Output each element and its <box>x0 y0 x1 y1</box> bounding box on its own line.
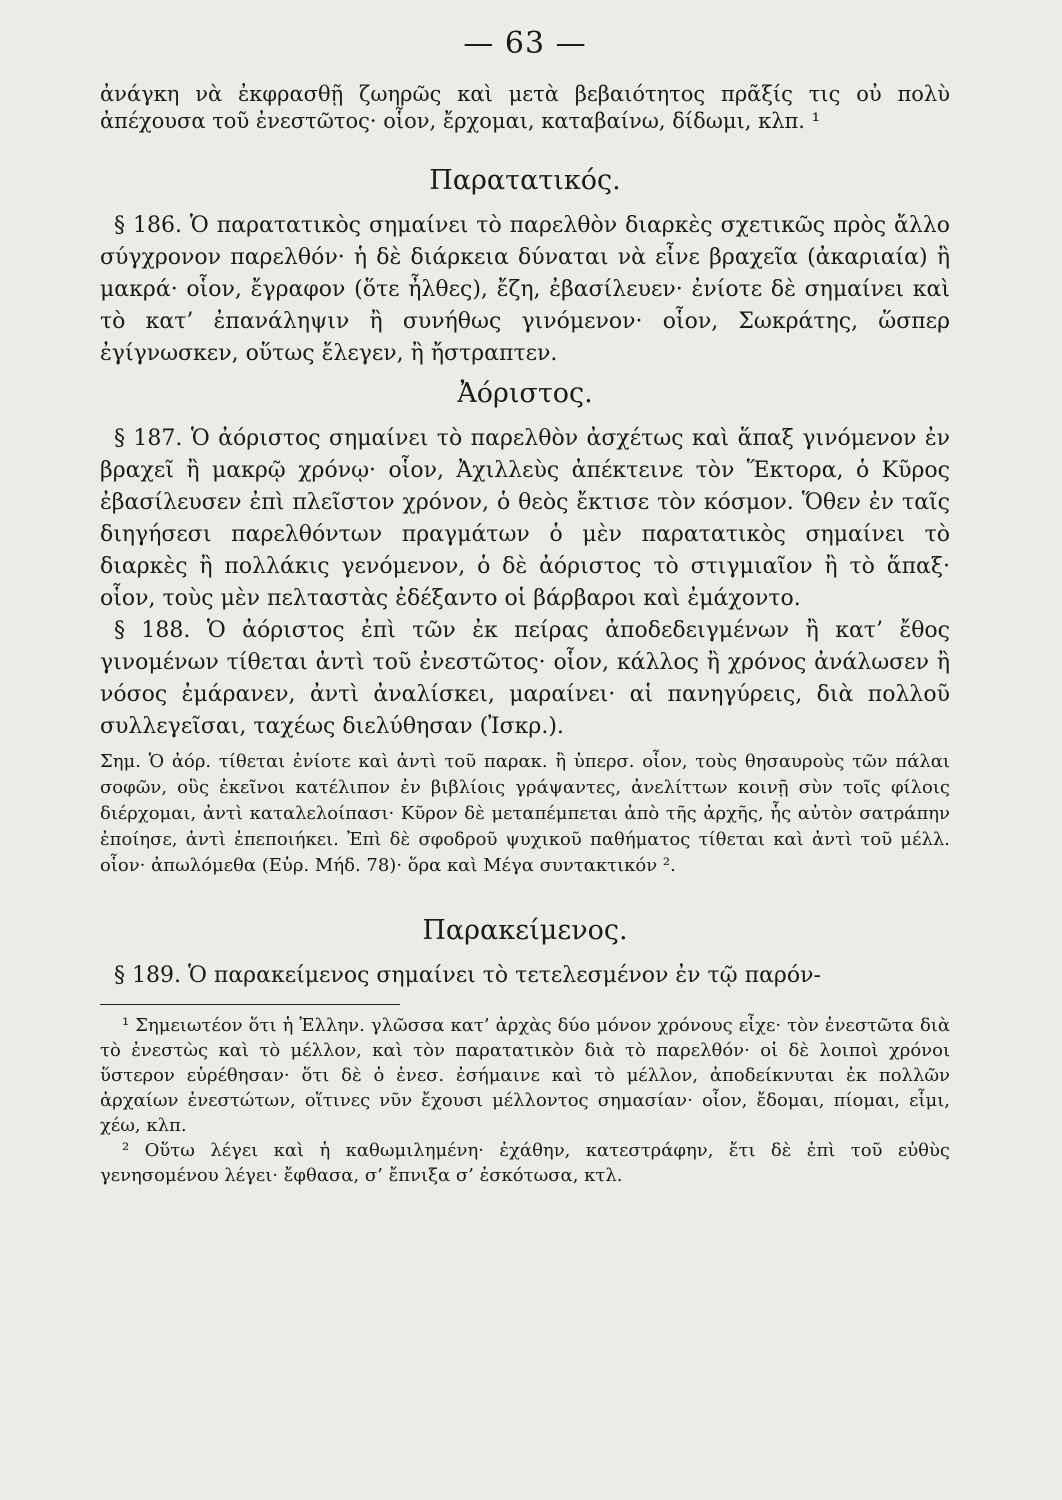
page-number: — 63 — <box>463 26 587 61</box>
footnote-1: ¹ Σημειωτέον ὅτι ἡ Ἑλλην. γλῶσσα κατ’ ἀρχὰς δύο μόνον χρόνους εἶχε· τὸν ἐνεστῶτα διὰ τὸ ἐνεστὼς καὶ τὸ μέλλον, καὶ τὸν παρατατικὸν διὰ τὸ παρελθόν· οἱ δὲ λοιποὶ χρόνοι ὕστερον εὑρέθησαν· ὅτι δὲ ὁ ἐνεσ. ἐσήμαινε καὶ τὸ μέλλον, ἀποδείκνυται ἐκ πολλῶν ἀρχαίων ἐνεστώτων, οἵτινες νῦν ἔχουσι μέλλοντος σημασίαν· οἷον, ἔδομαι, πίομαι, εἶμι, χέω, κλπ. <box>100 1015 950 1136</box>
footnote-2: ² Οὕτω λέγει καὶ ἡ καθωμιλημένη· ἐχάθην, κατεστράφην, ἔτι δὲ ἐπὶ τοῦ εὐθὺς γενησομένου λέγει· ἔφθασα, σ’ ἔπνιξα σ’ ἐσκότωσα, κτλ. <box>100 1140 950 1186</box>
heading-parakeimenos: Παρακείμενος. <box>422 915 628 946</box>
note-aoristos: Σημ. Ὁ ἀόρ. τίθεται ἐνίοτε καὶ ἀντὶ τοῦ παρακ. ἢ ὑπερσ. οἷον, τοὺς θησαυροὺς τῶν πάλαι σοφῶν, οὓς ἐκεῖνοι κατέλιπον ἐν βιβλίοις γράψαντες, ἀνελίττων κοινῇ σὺν τοῖς φίλοις διέρχομαι, ἀντὶ καταλελοίπασι· Κῦρον δὲ μεταπέμπεται ἀπὸ τῆς ἀρχῆς, ἧς αὐτὸν σατράπην ἐποίησε, ἀντὶ ἐπεποιήκει. Ἐπὶ δὲ σφοδροῦ ψυχικοῦ παθήματος τίθεται καὶ ἀντὶ τοῦ μέλλ. οἷον· ἀπωλόμεθα (Εὐρ. Μήδ. 78)· ὅρα καὶ Μέγα συντακτικόν ². <box>100 751 950 876</box>
heading-aoristos: Ἀόριστος. <box>457 378 593 409</box>
lead-paragraph: ἀνάγκη νὰ ἐκφρασθῇ ζωηρῶς καὶ μετὰ βεβαιότητος πρᾶξίς τις οὐ πολὺ ἀπέχουσα τοῦ ἐνεστῶτος· οἷον, ἔρχομαι, καταβαίνω, δίδωμι, κλπ. ¹ <box>100 82 950 133</box>
paragraph-188: § 188. Ὁ ἀόριστος ἐπὶ τῶν ἐκ πείρας ἀποδεδειγμένων ἢ κατ’ ἔθος γινομένων τίθεται ἀντὶ τοῦ ἐνεστῶτος· οἷον, κάλλος ἢ χρόνος ἀνάλωσεν ἢ νόσος ἐμάρανεν, ἀντὶ ἀναλίσκει, μαραίνει· αἱ πανηγύρεις, διὰ πολλοῦ συλλεγεῖσαι, ταχέως διελύθησαν (Ἰσκρ.). <box>100 618 950 739</box>
paragraph-186: § 186. Ὁ παρατατικὸς σημαίνει τὸ παρελθὸν διαρκὲς σχετικῶς πρὸς ἄλλο σύγχρονον παρελθόν· ἡ δὲ διάρκεια δύναται νὰ εἶνε βραχεῖα (ἀκαριαία) ἢ μακρά· οἷον, ἔγραφον (ὅτε ἦλθες), ἔζη, ἐβασίλευεν· ἐνίοτε δὲ σημαίνει καὶ τὸ κατ’ ἐπανάληψιν ἢ συνήθως γινόμενον· οἷον, Σωκράτης, ὥσπερ ἐγίγνωσκεν, οὕτως ἔλεγεν, ἢ ἤστραπτεν. <box>100 213 950 366</box>
footnote-divider <box>100 1004 400 1005</box>
heading-paratatikos: Παρατατικός. <box>429 165 621 196</box>
paragraph-187: § 187. Ὁ ἀόριστος σημαίνει τὸ παρελθὸν ἀσχέτως καὶ ἅπαξ γινόμενον ἐν βραχεῖ ἢ μακρῷ χρόνῳ· οἷον, Ἀχιλλεὺς ἀπέκτεινε τὸν Ἕκτορα, ὁ Κῦρος ἐβασίλευσεν ἐπὶ πλεῖστον χρόνον, ὁ θεὸς ἔκτισε τὸν κόσμον. Ὅθεν ἐν ταῖς διηγήσεσι παρελθόντων πραγμάτων ὁ μὲν παρατατικὸς σημαίνει τὸ διαρκὲς ἢ πολλάκις γενόμενον, ὁ δὲ ἀόριστος τὸ στιγμιαῖον ἢ τὸ ἅπαξ· οἷον, τοὺς μὲν πελταστὰς ἐδέξαντο οἱ βάρβαροι καὶ ἐμάχοντο. <box>100 426 950 611</box>
paragraph-189: § 189. Ὁ παρακείμενος σημαίνει τὸ τετελεσμένον ἐν τῷ παρόν- <box>114 963 821 988</box>
